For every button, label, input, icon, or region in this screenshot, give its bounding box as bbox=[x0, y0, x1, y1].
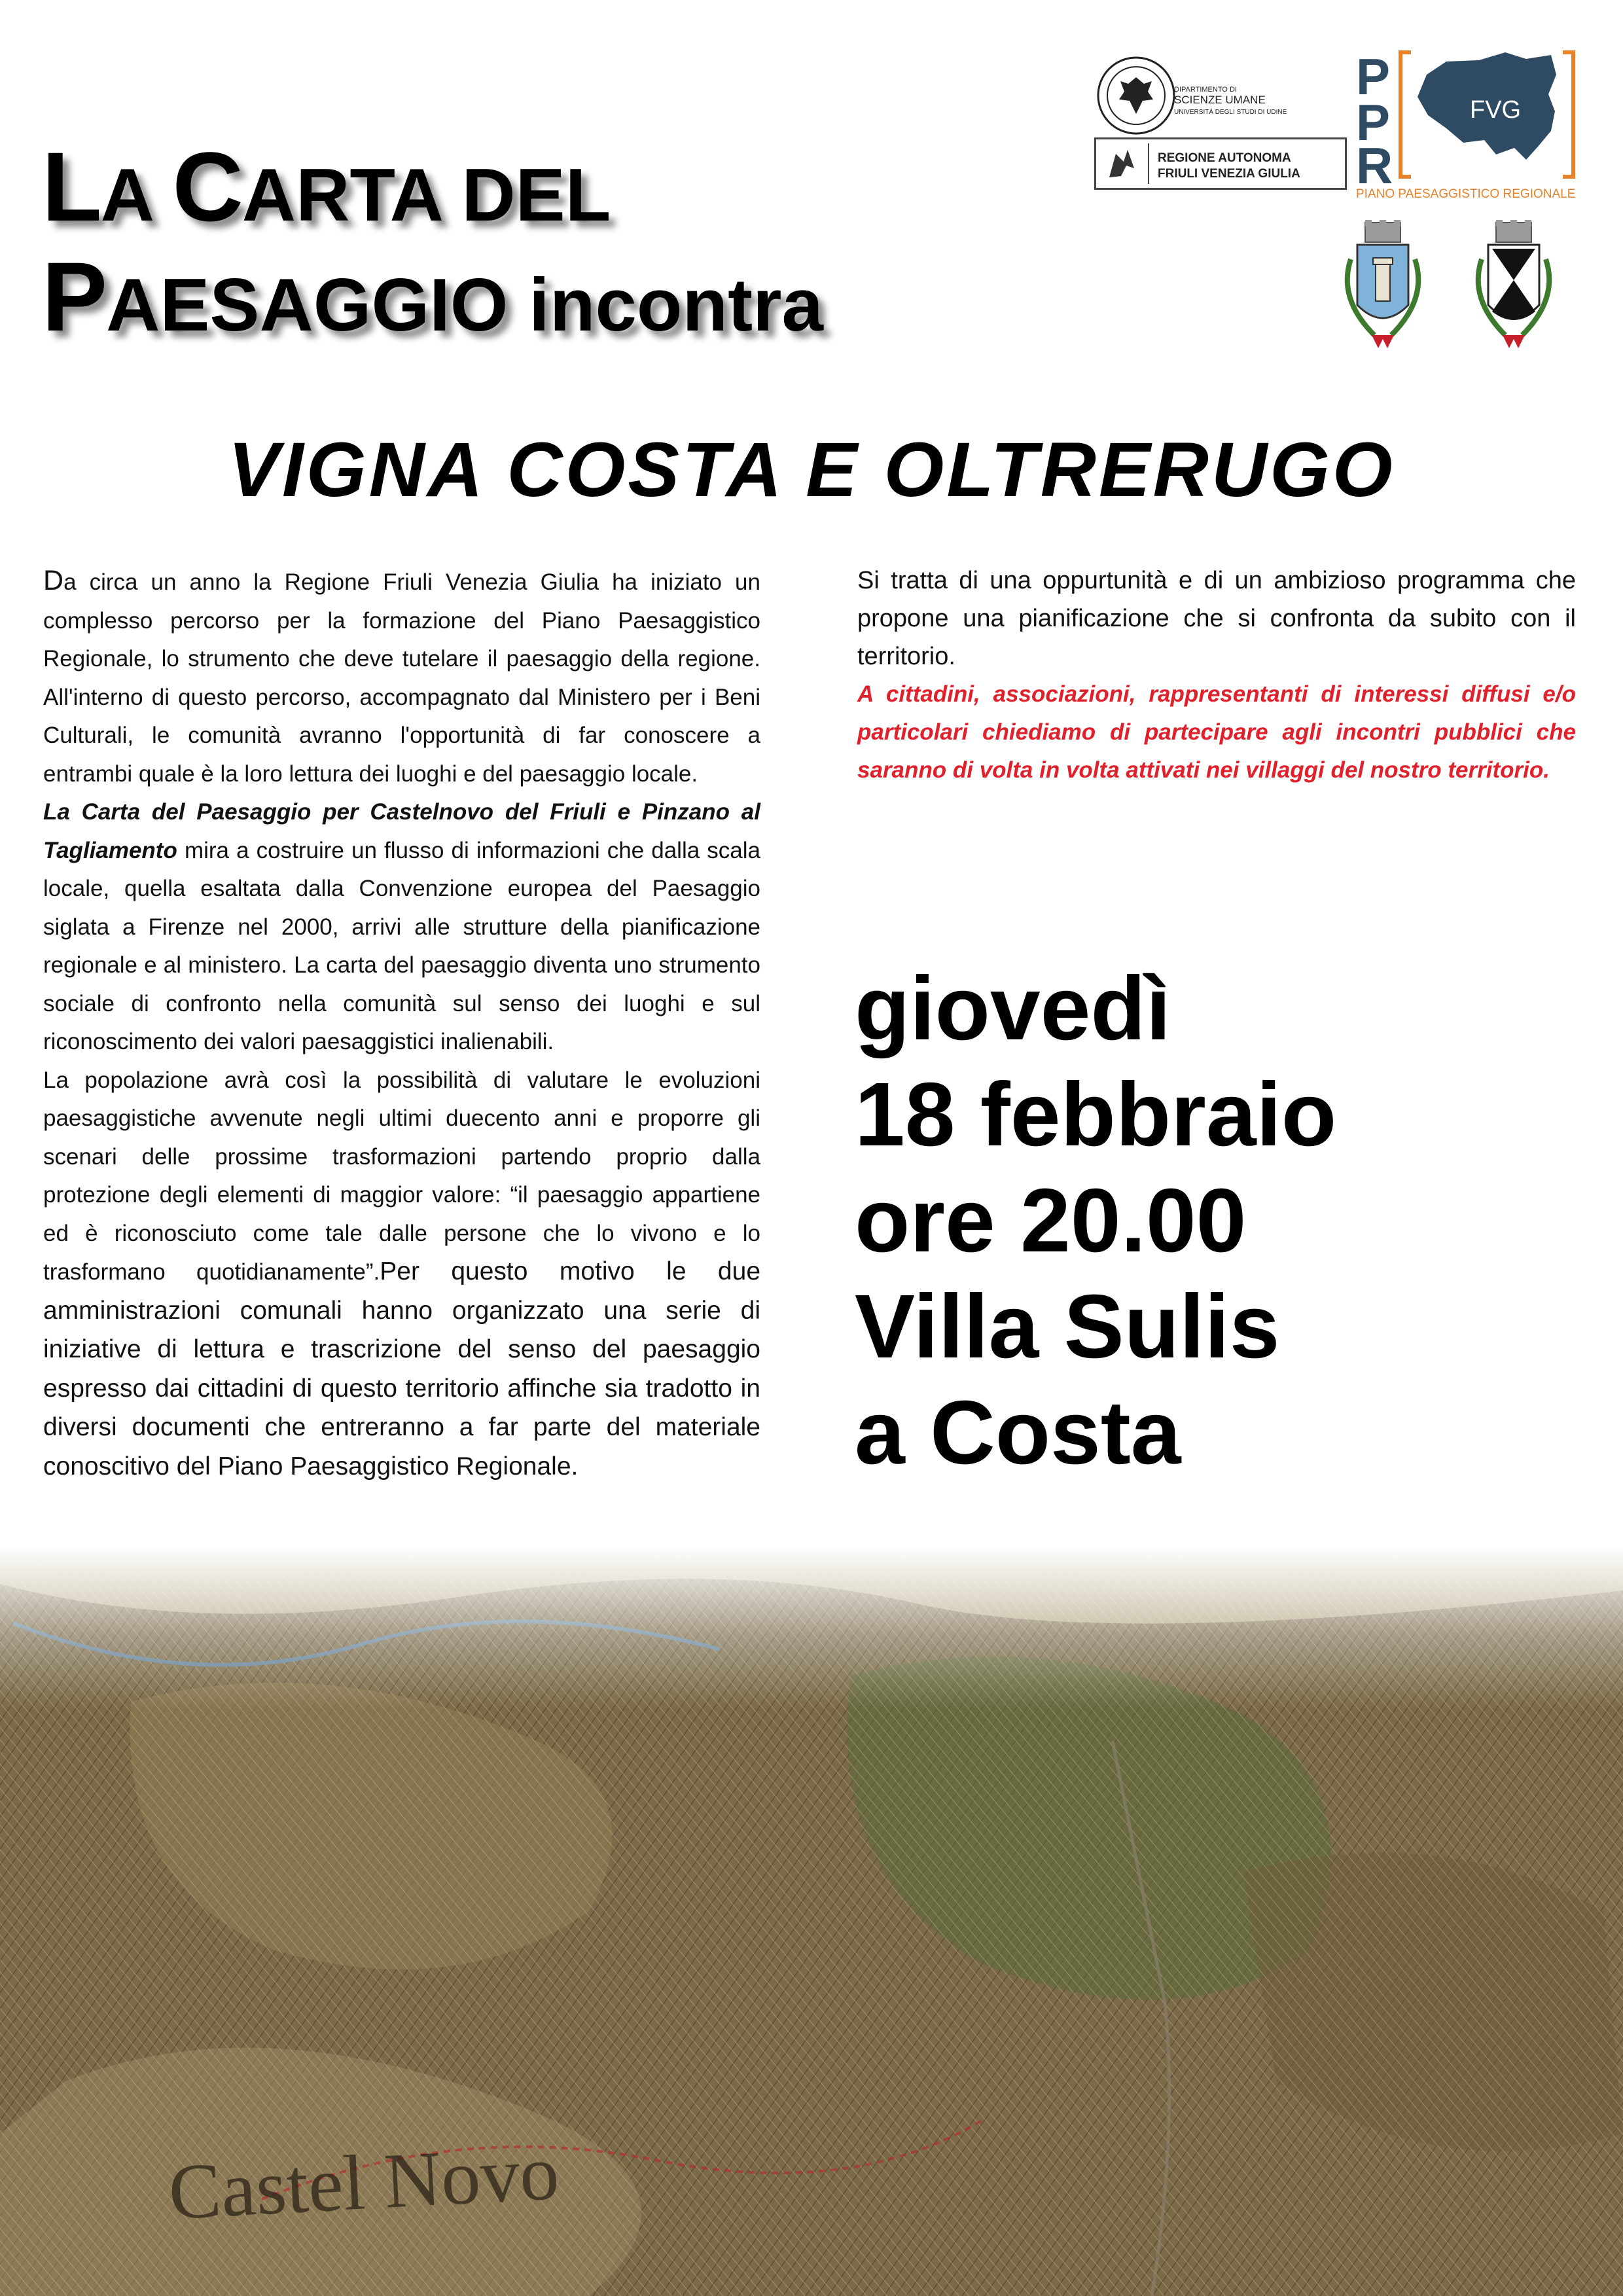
region-name-line1: REGIONE AUTONOMA bbox=[1158, 151, 1291, 165]
ppr-caption: PIANO PAESAGGISTICO REGIONALE bbox=[1356, 187, 1576, 201]
uni-dept-name: SCIENZE UMANE bbox=[1174, 94, 1266, 106]
dropcap-d: D bbox=[43, 565, 64, 596]
region-name-line2: FRIULI VENEZIA GIULIA bbox=[1158, 167, 1300, 181]
ppr-letter-p1: P bbox=[1356, 48, 1391, 105]
event-date: 18 febbraio bbox=[855, 1064, 1337, 1165]
event-location: a Costa bbox=[855, 1382, 1181, 1483]
coat-of-arms-castelnovo bbox=[1329, 220, 1437, 355]
paragraph-popolazione-text: La popolazione avrà così la possibilità di valutare le evoluzioni paesaggistiche avvenute negli ultimi duecento anni e proporre gli scenari delle prossime trasformazioni partendo proprio dalla protezione degli elementi di maggior valore: “il paesaggio appartiene ed è riconosciuto come tale dalle persone che lo vivono e lo trasformano quotidianamente”. bbox=[43, 1067, 760, 1285]
ppr-letter-p2: P bbox=[1356, 94, 1391, 151]
poster-title bbox=[42, 132, 823, 351]
ppr-fvg-logo bbox=[1355, 48, 1577, 203]
paragraph-motivo-text: Per questo motivo le due amministrazioni comunali hanno organizzato una serie di iniziative di lettura e trascrizione del senso del paesaggio espresso dai cittadini di questo territorio affinche sia tradotto in diversi documenti che entreranno a far parte del materiale conoscitivo del Piano Paesaggistico Regionale. bbox=[43, 1257, 761, 1480]
paragraph-popolazione bbox=[43, 1062, 760, 1487]
left-text-column bbox=[43, 562, 760, 1486]
title-line-1 bbox=[42, 132, 823, 242]
coat-of-arms-pinzano bbox=[1459, 220, 1568, 355]
event-day: giovedì bbox=[855, 958, 1171, 1059]
right-text-column bbox=[857, 562, 1576, 789]
region-fvg-logo bbox=[1094, 137, 1347, 190]
title-word-arta-del: ARTA DEL bbox=[241, 154, 611, 237]
ppr-letter-r: R bbox=[1356, 137, 1393, 194]
title-word-paesaggio: AESAGGIO bbox=[106, 264, 508, 347]
university-udine-logo bbox=[1094, 54, 1349, 137]
title-capital-p: P bbox=[42, 242, 107, 351]
paragraph-carta-text: mira a costruire un flusso di informazioni che dalla scala locale, quella esaltata dalla Convenzione europea del Paesaggio siglata a Firenze nel 2000, arrivi alle strutture della pianificazione regionale e al ministero. La carta del paesaggio diventa uno strumento sociale di confronto nella comunità sul senso dei luoghi e sul riconoscimento dei valori paesaggistici inalienabili. bbox=[43, 837, 760, 1054]
event-details bbox=[855, 956, 1336, 1486]
paragraph-carta bbox=[43, 793, 760, 1062]
paragraph-appeal: A cittadini, associazioni, rappresentanti di interessi diffusi e/o particolari chiediamo di partecipare agli incontri pubblici che saranno di volta in volta attivati nei villaggi del nostro territorio. bbox=[857, 681, 1576, 783]
eagle-icon bbox=[1119, 77, 1153, 114]
title-word-incontra: incontra bbox=[508, 264, 823, 347]
poster-subtitle: VIGNA COSTA E OLTRERUGO bbox=[228, 427, 1395, 513]
title-line-2 bbox=[42, 242, 823, 351]
event-place: Villa Sulis bbox=[855, 1276, 1280, 1377]
bracket-left-icon bbox=[1400, 52, 1411, 177]
paragraph-intro-text: a circa un anno la Regione Friuli Venezia Giulia ha iniziato un complesso percorso per la formazione del Piano Paesaggistico Regionale, lo strumento che deve tutelare il paesaggio della regione. All'interno di questo percorso, accompagnato dal Ministero per i Beni Culturali, le comunità avranno l'opportunità di far conoscere a entrambi quale è la loro lettura dei luoghi e del paesaggio locale. bbox=[43, 569, 760, 787]
title-capital-l: L bbox=[42, 132, 101, 242]
title-word-a: A bbox=[100, 154, 173, 237]
event-time: ore 20.00 bbox=[855, 1170, 1247, 1271]
historic-map-image bbox=[0, 1545, 1623, 2296]
region-eagle-icon bbox=[1109, 150, 1134, 177]
carta-title-emphasis: La Carta del Paesaggio per Castelnovo del Friuli e Pinzano al Tagliamento bbox=[43, 799, 760, 863]
uni-name: UNIVERSITÀ DEGLI STUDI DI UDINE bbox=[1174, 109, 1287, 116]
ppr-map-label: FVG bbox=[1470, 96, 1522, 124]
bracket-right-icon bbox=[1563, 52, 1573, 177]
uni-dept-line: DIPARTIMENTO DI bbox=[1174, 86, 1237, 94]
paragraph-intro bbox=[43, 562, 760, 793]
title-capital-c: C bbox=[172, 132, 242, 242]
paragraph-opportunity: Si tratta di una oppurtunità e di un ambizioso programma che propone una pianificazione che si confronta da subito con il territorio. bbox=[857, 567, 1576, 670]
